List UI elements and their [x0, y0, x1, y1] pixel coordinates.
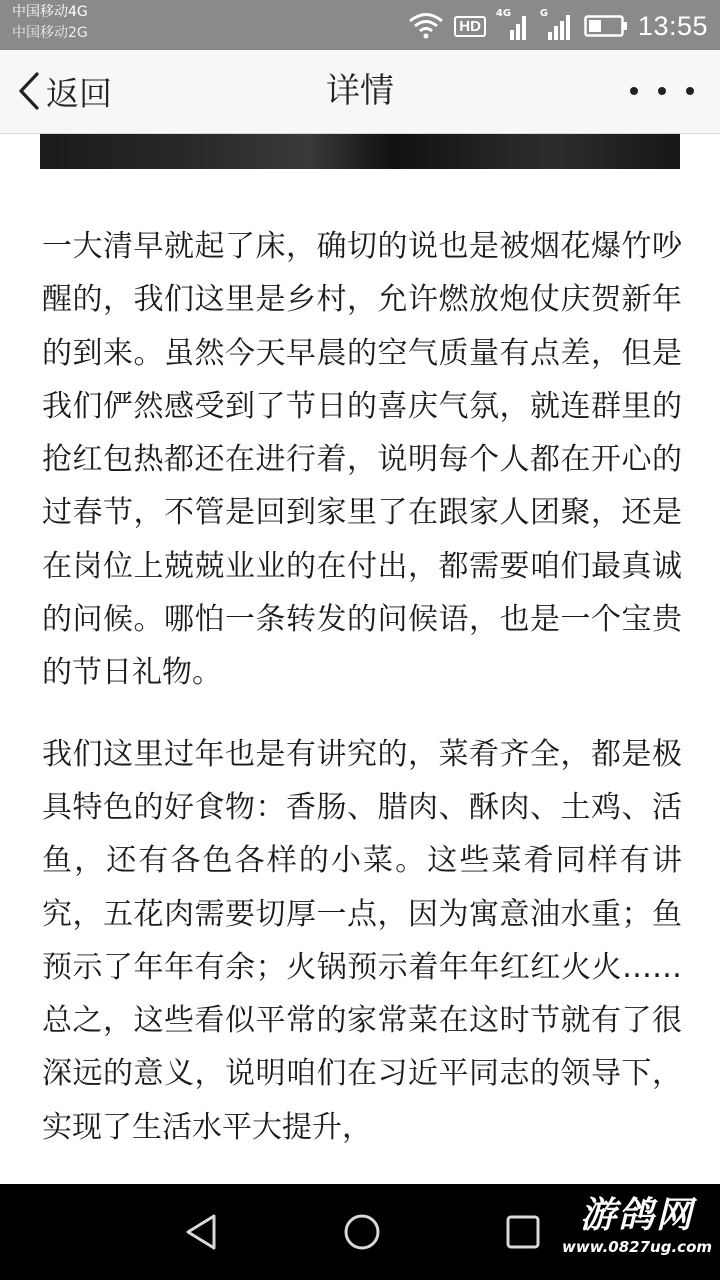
system-home-button[interactable] — [342, 1212, 382, 1252]
more-dot — [658, 87, 666, 95]
more-dot — [630, 87, 638, 95]
clock: 13:55 — [637, 10, 708, 41]
watermark-logo: 游鸽网 — [579, 1195, 694, 1236]
system-recent-apps-button[interactable] — [503, 1212, 543, 1252]
triangle-back-icon — [182, 1212, 222, 1252]
more-options-button[interactable] — [630, 72, 694, 110]
status-icons — [408, 6, 708, 46]
page-title: 详情 — [326, 71, 394, 111]
circle-home-icon — [342, 1212, 382, 1252]
navigation-bar — [0, 50, 720, 134]
battery-icon — [584, 14, 628, 38]
back-button[interactable] — [16, 68, 112, 114]
status-bar — [0, 0, 720, 50]
article-paragraph: 我们这里过年也是有讲究的，菜肴齐全，都是极具特色的好食物：香肠、腊肉、酥肉、土鸡、活鱼，还有各色各样的小菜。这些菜肴同样有讲究，五花肉需要切厚一点，因为寓意油水重；鱼预示了年年有余；火锅预示着年年红红火火……总之，这些看似平常的家常菜在这时节就有了很深远的意义，说明咱们在习近平同志的领导下，实现了生活水平大提升， — [42, 736, 682, 1145]
article-paragraph: 一大清早就起了床，确切的说也是被烟花爆竹吵醒的，我们这里是乡村，允许燃放炮仗庆贺新年的到来。虽然今天早晨的空气质量有点差，但是我们俨然感受到了节日的喜庆气氛，就连群里的抢红包热都还在进行着，说明每个人都在开心的过春节，不管是回到家里了在跟家人团聚，还是在岗位上兢兢业业的在付出，都需要咱们最真诚的问候。哪怕一条转发的问候语，也是一个宝贵的节日礼物。 — [42, 229, 682, 691]
article-scroll-area[interactable] — [0, 134, 720, 1184]
network-type-label: 4G — [495, 8, 512, 19]
carrier-secondary: 中国移动2G — [12, 25, 88, 41]
back-label: 返回 — [46, 73, 112, 113]
article-photo — [40, 134, 680, 169]
signal-bars-icon — [539, 8, 574, 40]
system-navigation-bar — [0, 1184, 720, 1280]
watermark-url: www.0827ug.com — [562, 1238, 712, 1256]
more-dot — [686, 87, 694, 95]
article-body — [42, 220, 682, 1154]
chevron-left-icon — [16, 71, 40, 111]
square-recent-icon — [503, 1212, 543, 1252]
network-type-label: G — [539, 8, 549, 19]
carrier-primary: 中国移动4G — [12, 4, 88, 20]
wifi-icon — [408, 12, 444, 40]
hd-voice-badge: HD — [454, 16, 486, 37]
site-watermark — [562, 1194, 712, 1256]
signal-bars-icon — [495, 8, 530, 40]
system-back-button[interactable] — [182, 1212, 222, 1252]
